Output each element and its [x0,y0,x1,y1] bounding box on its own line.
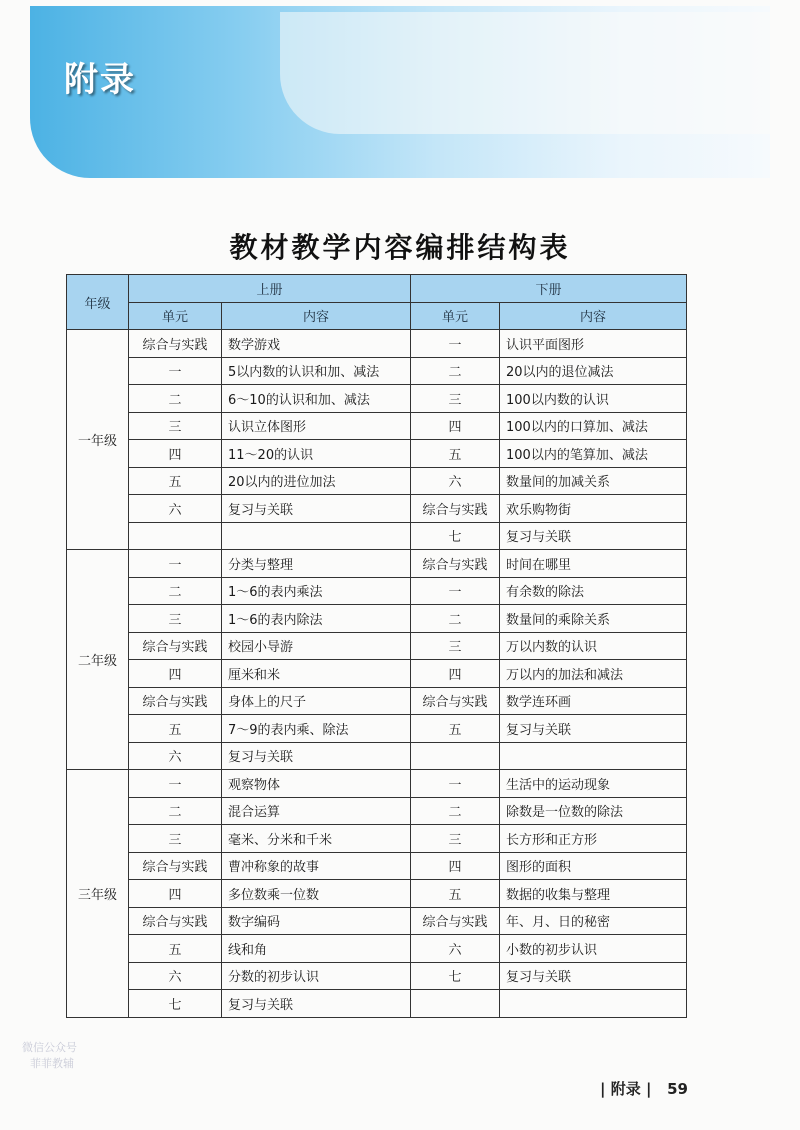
appendix-banner [30,6,770,178]
lower-unit-cell: 四 [411,852,500,880]
upper-content-cell: 校园小导游 [222,632,411,660]
lower-content-cell: 复习与关联 [500,715,687,743]
upper-content-cell: 数字编码 [222,907,411,935]
lower-content-cell [500,742,687,770]
upper-unit-cell: 四 [129,660,222,688]
lower-content-cell: 除数是一位数的除法 [500,797,687,825]
lower-content-cell: 数学连环画 [500,687,687,715]
upper-unit-cell: 三 [129,412,222,440]
lower-unit-cell: 三 [411,632,500,660]
upper-content-cell: 6～10的认识和加、减法 [222,385,411,413]
upper-content-cell: 7～9的表内乘、除法 [222,715,411,743]
lower-content-cell: 100以内的口算加、减法 [500,412,687,440]
footer-divider-right: | [640,1080,668,1098]
lower-content-cell: 长方形和正方形 [500,825,687,853]
lower-content-cell: 数量间的加减关系 [500,467,687,495]
upper-content-cell: 厘米和米 [222,660,411,688]
upper-content-cell: 观察物体 [222,770,411,798]
lower-content-cell: 小数的初步认识 [500,935,687,963]
lower-content-cell: 数量间的乘除关系 [500,605,687,633]
table-row [67,412,687,440]
table-row [67,687,687,715]
lower-content-cell: 复习与关联 [500,522,687,550]
table-row [67,962,687,990]
lower-unit-cell: 五 [411,715,500,743]
lower-unit-cell: 五 [411,880,500,908]
table-row [67,880,687,908]
lower-content-header: 内容 [500,302,687,330]
lower-unit-cell: 一 [411,330,500,358]
footer-divider-left: | [600,1080,611,1098]
lower-unit-cell: 三 [411,385,500,413]
upper-content-cell: 5以内数的认识和加、减法 [222,357,411,385]
upper-content-header: 内容 [222,302,411,330]
upper-content-cell: 混合运算 [222,797,411,825]
lower-unit-cell: 二 [411,357,500,385]
lower-content-cell: 万以内的加法和减法 [500,660,687,688]
footer-section: 附录 [610,1080,641,1098]
lower-unit-cell: 一 [411,577,500,605]
upper-unit-cell: 二 [129,385,222,413]
table-row [67,440,687,468]
lower-content-cell: 复习与关联 [500,962,687,990]
upper-unit-cell: 综合与实践 [129,907,222,935]
upper-unit-cell: 五 [129,935,222,963]
banner-decoration [280,12,800,134]
upper-unit-cell: 七 [129,990,222,1018]
upper-unit-cell: 二 [129,797,222,825]
upper-unit-cell: 综合与实践 [129,330,222,358]
table-row [67,935,687,963]
upper-volume-header: 上册 [129,275,411,303]
page-title: 教材教学内容编排结构表 [229,231,571,264]
page-footer [600,1078,688,1099]
table-row [67,770,687,798]
lower-unit-cell: 二 [411,797,500,825]
lower-unit-cell: 六 [411,935,500,963]
lower-unit-cell [411,990,500,1018]
table-row [67,907,687,935]
lower-content-cell: 年、月、日的秘密 [500,907,687,935]
table-row [67,385,687,413]
lower-unit-cell: 七 [411,962,500,990]
lower-unit-cell: 六 [411,467,500,495]
table-row [67,495,687,523]
watermark [22,1040,77,1072]
grade-header: 年级 [67,275,129,330]
upper-content-cell [222,522,411,550]
upper-unit-cell: 六 [129,742,222,770]
upper-unit-cell: 五 [129,715,222,743]
lower-content-cell: 有余数的除法 [500,577,687,605]
upper-unit-cell: 一 [129,770,222,798]
lower-content-cell: 欢乐购物街 [500,495,687,523]
lower-unit-cell: 综合与实践 [411,687,500,715]
upper-content-cell: 1～6的表内除法 [222,605,411,633]
table-row [67,522,687,550]
lower-content-cell: 100以内数的认识 [500,385,687,413]
table-body [67,330,687,1018]
upper-content-cell: 复习与关联 [222,990,411,1018]
page-number: 59 [667,1080,688,1098]
grade-label: 三年级 [67,770,129,1018]
upper-unit-cell: 三 [129,825,222,853]
table-row [67,797,687,825]
table-row [67,852,687,880]
upper-unit-cell: 六 [129,495,222,523]
lower-content-cell: 时间在哪里 [500,550,687,578]
lower-unit-cell: 二 [411,605,500,633]
lower-unit-cell: 综合与实践 [411,495,500,523]
upper-unit-cell: 六 [129,962,222,990]
table-row [67,660,687,688]
grade-label: 二年级 [67,550,129,770]
table-row [67,990,687,1018]
upper-unit-cell: 四 [129,880,222,908]
lower-unit-cell: 七 [411,522,500,550]
upper-content-cell: 分数的初步认识 [222,962,411,990]
lower-content-cell: 20以内的退位减法 [500,357,687,385]
table-row [67,330,687,358]
upper-content-cell: 复习与关联 [222,742,411,770]
table-row [67,632,687,660]
lower-content-cell: 数据的收集与整理 [500,880,687,908]
upper-content-cell: 分类与整理 [222,550,411,578]
watermark-line2: 菲菲教辅 [30,1057,74,1070]
upper-content-cell: 曹冲称象的故事 [222,852,411,880]
upper-content-cell: 毫米、分米和千米 [222,825,411,853]
upper-content-cell: 11～20的认识 [222,440,411,468]
lower-content-cell: 万以内数的认识 [500,632,687,660]
table-row [67,715,687,743]
upper-unit-cell: 综合与实践 [129,687,222,715]
upper-unit-cell: 一 [129,550,222,578]
lower-unit-cell: 四 [411,412,500,440]
lower-unit-cell: 综合与实践 [411,907,500,935]
upper-content-cell: 复习与关联 [222,495,411,523]
upper-content-cell: 线和角 [222,935,411,963]
lower-content-cell: 认识平面图形 [500,330,687,358]
upper-unit-cell: 综合与实践 [129,852,222,880]
lower-unit-header: 单元 [411,302,500,330]
upper-content-cell: 身体上的尺子 [222,687,411,715]
upper-unit-cell: 五 [129,467,222,495]
grade-label: 一年级 [67,330,129,550]
table-row [67,467,687,495]
lower-unit-cell: 综合与实践 [411,550,500,578]
upper-content-cell: 数学游戏 [222,330,411,358]
lower-content-cell: 生活中的运动现象 [500,770,687,798]
table-row [67,825,687,853]
lower-volume-header: 下册 [411,275,687,303]
curriculum-structure-table [66,274,687,1018]
upper-unit-cell: 二 [129,577,222,605]
lower-content-cell: 图形的面积 [500,852,687,880]
upper-unit-cell: 三 [129,605,222,633]
watermark-line1: 微信公众号 [22,1041,77,1054]
upper-unit-cell: 一 [129,357,222,385]
appendix-title: 附录 [64,60,136,100]
upper-unit-cell: 四 [129,440,222,468]
lower-unit-cell: 四 [411,660,500,688]
upper-unit-header: 单元 [129,302,222,330]
table-row [67,357,687,385]
lower-unit-cell: 一 [411,770,500,798]
lower-unit-cell [411,742,500,770]
upper-content-cell: 多位数乘一位数 [222,880,411,908]
upper-unit-cell: 综合与实践 [129,632,222,660]
table-row [67,577,687,605]
upper-content-cell: 1～6的表内乘法 [222,577,411,605]
lower-content-cell [500,990,687,1018]
upper-unit-cell [129,522,222,550]
upper-content-cell: 20以内的进位加法 [222,467,411,495]
lower-unit-cell: 三 [411,825,500,853]
upper-content-cell: 认识立体图形 [222,412,411,440]
lower-unit-cell: 五 [411,440,500,468]
lower-content-cell: 100以内的笔算加、减法 [500,440,687,468]
table-row [67,742,687,770]
table-row [67,550,687,578]
table-row [67,605,687,633]
